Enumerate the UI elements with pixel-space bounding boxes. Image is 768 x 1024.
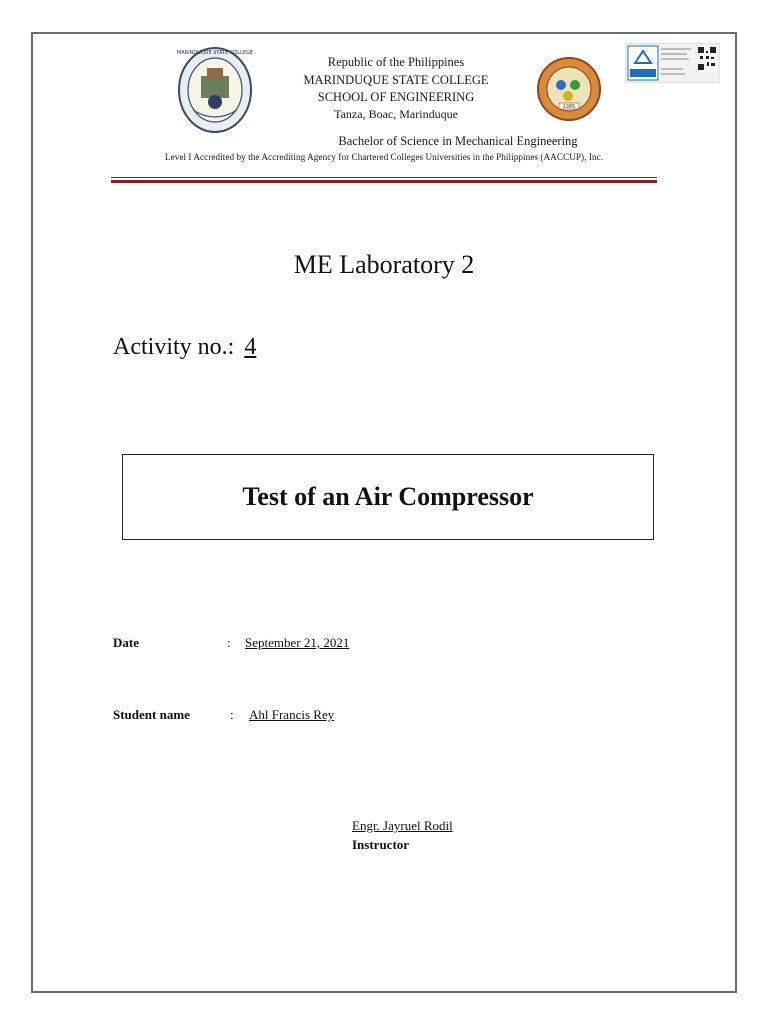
instructor-name: Engr. Jayruel Rodil bbox=[352, 818, 453, 833]
activity-label: Activity no.: bbox=[113, 334, 235, 360]
header-college-name: MARINDUQUE STATE COLLEGE bbox=[303, 73, 489, 87]
student-name-label: Student name bbox=[113, 707, 190, 722]
instructor-role: Instructor bbox=[352, 837, 410, 852]
course-title: ME Laboratory 2 bbox=[293, 250, 475, 279]
college-seal-label: MARINDUQUE STATE COLLEGE bbox=[177, 50, 253, 56]
header-accreditation: Level I Accredited by the Accrediting Agency for Chartered Colleges Universities in the Philippines (AACCUP), Inc. bbox=[164, 152, 604, 162]
header-school-name: SCHOOL OF ENGINEERING bbox=[317, 90, 475, 104]
student-name-value: Ahl Francis Rey bbox=[249, 707, 335, 722]
header-divider-thick bbox=[111, 180, 657, 183]
activity-line bbox=[113, 334, 256, 361]
activity-title-box bbox=[122, 454, 654, 540]
date-value: September 21, 2021 bbox=[245, 635, 350, 650]
header-divider-thin bbox=[111, 177, 657, 178]
header-address: Tanza, Boac, Marinduque bbox=[334, 107, 458, 121]
student-name-separator: : bbox=[230, 707, 234, 722]
activity-number: 4 bbox=[244, 334, 257, 360]
header-program: Bachelor of Science in Mechanical Engineering bbox=[338, 134, 578, 148]
header-republic: Republic of the Philippines bbox=[327, 55, 465, 69]
date-separator: : bbox=[227, 635, 231, 650]
date-label: Date bbox=[113, 635, 139, 650]
engineering-seal-year: 1985 bbox=[562, 104, 576, 110]
activity-title: Test of an Air Compressor bbox=[242, 482, 534, 511]
